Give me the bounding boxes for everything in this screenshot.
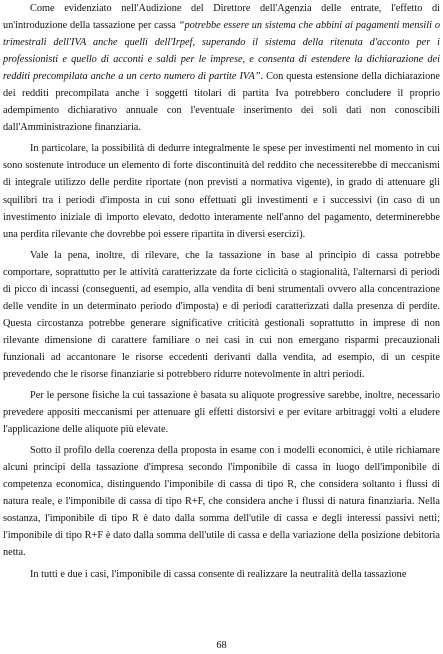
paragraph-4: Per le persone fisiche la cui tassazione è basata su aliquote progressive sarebbe, inoltre, necessario prevedere appositi meccanismi per attenuare gli effetti distorsivi e per evitare arbitraggi volti a eludere l'applicazione delle aliquote più elevate. (3, 390, 440, 436)
paragraph-6: In tutti e due i casi, l'imponibile di cassa consente di realizzare la neutralità della tassazione (30, 568, 407, 580)
paragraph-1-lead: Come evidenziato nell'Audizione del Direttore dell'Agenzia delle entrate, l'effetto di un'introduzione della tassazione per cassa (3, 3, 440, 32)
body-text (3, 0, 440, 587)
paragraph-2: In particolare, la possibilità di dedurre integralmente le spese per investimenti nel momento in cui sono sostenute introduce un elemento di forte discontinuità del reddito che necessiterebbe di meccanismi di integrale utilizzo delle perdite riportate (non previsti a normativa vigente), in grado di attenuare gli squilibri tra i periodi d'imposta in cui sono effettuati gli investimenti e i successivi (in caso di un investimento iniziale di importo elevato, dedotto interamente nell'anno del pagamento, determinerebbe una perdita rilevante che dovrebbe poi essere ripartita in diversi esercizi). (3, 143, 440, 240)
paragraph-1-tail: . Con questa estensione della dichiarazione dei redditi precompilata anche i soggetti titolari di partita Iva potrebbero concludere il proprio adempimento dichiarativo annuale con l'eventuale inserimento dei soli dati non conoscibili dall'Amministrazione finanziaria. (3, 71, 440, 134)
paragraph-3: Vale la pena, inoltre, di rilevare, che la tassazione in base al principio di cassa potrebbe comportare, soprattutto per le attività caratterizzate da forte ciclicità o stagionalità, l'alternarsi di periodi di picco di incassi (conseguenti, ad esempio, alla vendita di beni strumentali ovvero alla concentrazione delle vendite in un determinato periodo d'imposta) e di periodi caratterizzati dalla presenza di perdite. Questa circostanza potrebbe generare significative criticità gestionali soprattutto in imprese di non rilevante dimensione di carattere familiare o nei casi in cui non emergano risparmi precauzionali funzionali ad accantonare le risorse eccedenti derivanti dalla vendita, ad esempio, di un cespite prevedendo che le risorse finanziarie si potrebbero ridurre notevolmente in altri periodi. (3, 249, 440, 380)
page-number: 68 (216, 640, 227, 651)
paragraph-1-quotation: “potrebbe essere un sistema che abbini ai pagamenti mensili o trimestrali dell'IVA anche quelli dell'Irpef, superando il sistema della ritenuta d'acconto per i professionisti e quello di acconti e saldi per le imprese, e consenta di estendere la dichiarazione dei redditi precompilata anche a un certo numero di partite IVA” (3, 20, 440, 83)
paragraph-1 (3, 0, 440, 136)
paragraph-5: Sotto il profilo della coerenza della proposta in esame con i modelli economici, è utile richiamare alcuni principi della tassazione d'impresa secondo l'imponibile di cassa in luogo dell'imponibile di competenza economica, distinguendo l'imponibile di cassa di tipo R, che considera soltanto i flussi di natura reale, e l'imponibile di cassa di tipo R+F, che considera anche i flussi di natura finanziaria. Nella sostanza, l'imponibile di tipo R è dato dalla somma dell'utile di cassa e degli interessi passivi netti; l'imponibile di tipo R+F è dato dalla somma dell'utile di cassa e della variazione della posizione debitoria netta. (3, 445, 440, 559)
